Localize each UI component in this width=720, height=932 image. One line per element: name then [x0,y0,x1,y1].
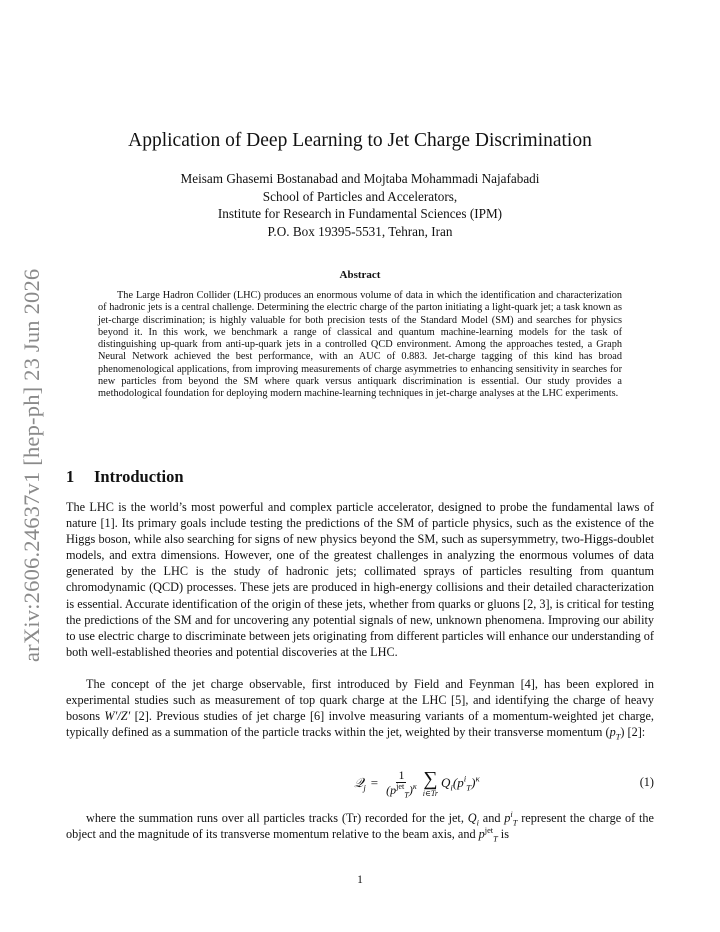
equation-numerator: 1 [398,768,405,782]
equation-denominator: $(p^{jet}_T)^\kappa$ [386,782,417,800]
equation-body [354,763,480,803]
intro-paragraph-1: The LHC is the world’s most powerful and complex particle accelerator, designed to probe the fundamental laws of nature [1]. Its primary goals include testing the predictions of the SM of particle physics, such as the existence of the Higgs boson, while also searching for signs of new physics beyond the SM, such as supersymmetry, two-Higgs-doublet models, and extra dimensions. However, one of the greatest challenges in analyzing the enormous volumes of data generated by the LHC is the study of hadronic jets; collimated sprays of particles resulting from quantum chromodynamic (QCD) processes. These jets are produced in high-energy collisions and their detailed characterization is essential. Accurate identification of the origin of these jets, whether from quarks or gluons [2, 3], is critical for testing the predictions of the SM and for uncovering any potential signals of new, unknown phenomena. Improving our ability to use electric charge to discriminate between jets originating from different particles will enhance our understanding of both well-established theories and potential discoveries at the LHC. [66,500,654,659]
affiliation-line: Institute for Research in Fundamental Sciences (IPM) [217,206,503,221]
abstract-heading: Abstract [339,269,381,281]
equation-number: (1) [639,775,654,789]
equation-summation [423,769,438,798]
jet-charge-equation [66,763,654,803]
affiliation-line: P.O. Box 19395-5531, Tehran, Iran [267,223,453,239]
sum-subscript: i∈Tr [422,788,439,798]
arxiv-identifier-stamp: arXiv:2606.24637v1 [hep-ph] 23 Jun 2026 [19,268,44,662]
pti-symbol: $p^i_T$ [504,809,518,828]
section-heading [66,466,466,488]
intro-paragraph-2: The concept of the jet charge observable, first introduced by Field and Feynman [4], has been explored in experimental studies such as measurement of top quark charge at the LHC [5], and identifying the charge of heavy bosons W′/Z′ [2]. Previous studies of jet charge [6] involve measuring variants of a momentum-weighted jet charge, typically defined as a summation of the particle tracks within the jet, weighted by their transverse momentum $(p_T)$ [2]: [66,677,654,742]
affiliation-line: School of Particles and Accelerators, [262,188,458,204]
equation-equals: = [370,775,379,790]
author-block [110,170,610,240]
section-title: Introduction [94,467,184,486]
paper-title: Application of Deep Learning to Jet Charge Discrimination [128,130,592,151]
boson-symbol: W′/Z′ [104,709,131,724]
author-names: Meisam Ghasemi Bostanabad and Mojtaba Mohammadi Najafabadi [180,171,540,186]
pt-symbol: $p_T$ [609,725,621,742]
intro-paragraph-3: where the summation runs over all particles tracks (Tr) recorded for the jet, $Q_i$ and $p^i_T$ represent the charge of the object and the magnitude of its transverse momentum relative to the beam axis, and $p^{jet}_T$ is [66,809,654,844]
section-number: 1 [66,467,75,486]
sum-sign-icon: ∑ [423,767,438,790]
equation-fraction [386,768,417,798]
ptjet-symbol: $p^{jet}_T$ [478,826,498,844]
equation-summand: $Q_i(p^i_T)^\kappa$ [441,773,480,793]
abstract-text: The Large Hadron Collider (LHC) produces an enormous volume of data in which the identification and characterization of hadronic jets is a central challenge. Determining the electric charge of the parton initiating a light-quark jet; a task known as jet-charge discrimination; is highly valuable for both precision tests of the Standard Model (SM) and searches for physics beyond it. In this work, we benchmark a range of classical and quantum machine-learning models for the task of distinguishing up-quark from anti-up-quark jets in a controlled QCD environment. Among the approaches tested, a Graph Neural Network achieved the best performance, with an AUC of 0.883. Jet-charge tagging of this kind has broad phenomenological applications, from improving measurements of charge asymmetries to enhancing sensitivity in searches for new particles from beyond the SM where quark versus antiquark discrimination is essential. Our study provides a methodological foundation for deploying modern machine-learning techniques in jet-charge analyses at the LHC experiments. [98,290,622,400]
equation-lhs: 𝒬$_j$ [354,775,366,793]
qi-symbol: $Q_i$ [467,811,479,828]
page-number: 1 [357,874,363,886]
